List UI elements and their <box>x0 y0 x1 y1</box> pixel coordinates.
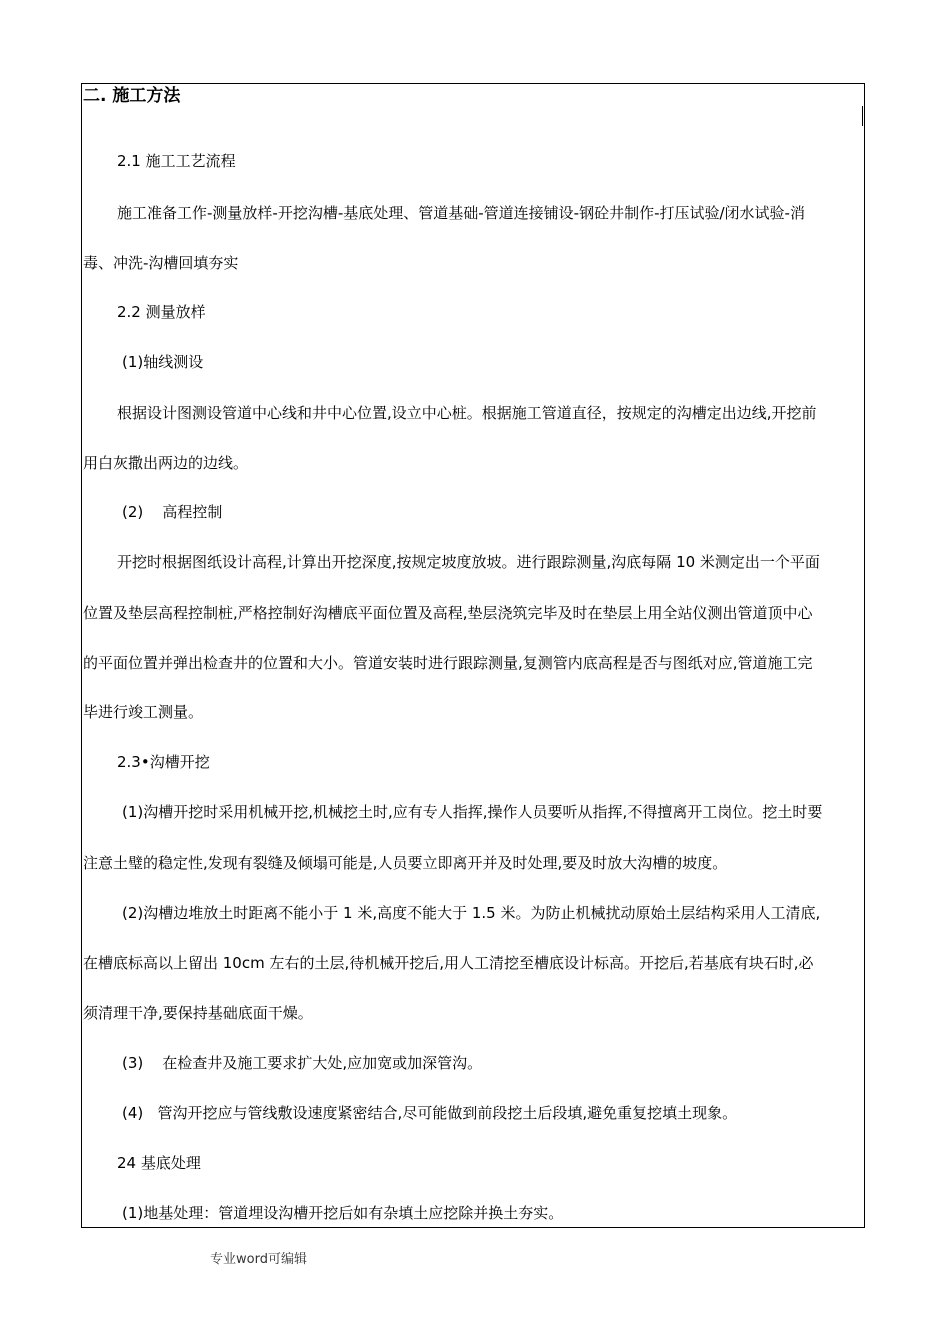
paragraph-line: 施工准备工作-测量放样-开挖沟槽-基底处理、管道基础-管道连接铺设-钢砼井制作-打压试验/闭水试验-消 <box>117 204 805 222</box>
list-item-heading: (1)轴线测设 <box>122 353 204 371</box>
paragraph-line: (2)沟槽边堆放土时距离不能小于 1 米,高度不能大于 1.5 米。为防止机械扰动原始土层结构采用人工清底, <box>122 904 821 922</box>
paragraph-line: 在槽底标高以上留出 10cm 左右的土层,待机械开挖后,用人工清挖至槽底设计标高。开挖后,若基底有块石时,必 <box>83 954 814 972</box>
paragraph-line: 须清理干净,要保持基础底面干燥。 <box>83 1004 313 1022</box>
subsection-heading: 24 基底处理 <box>117 1154 201 1172</box>
frame-tick-mark <box>862 106 863 126</box>
list-item: (3) 在检查井及施工要求扩大处,应加宽或加深管沟。 <box>122 1054 483 1072</box>
paragraph-line: 用白灰撒出两边的边线。 <box>83 454 249 472</box>
paragraph-line: 开挖时根据图纸设计高程,计算出开挖深度,按规定坡度放坡。进行跟踪测量,沟底每隔 10 米测定出一个平面 <box>117 553 820 571</box>
list-item: (4) 管沟开挖应与管线敷设速度紧密结合,尽可能做到前段挖土后段填,避免重复挖填土现象。 <box>122 1104 738 1122</box>
paragraph-line: 根据设计图测设管道中心线和井中心位置,设立中心桩。根据施工管道直径，按规定的沟槽定出边线,开挖前 <box>117 404 817 422</box>
paragraph-line: 的平面位置并弹出检查井的位置和大小。管道安装时进行跟踪测量,复测管内底高程是否与图纸对应,管道施工完 <box>83 654 813 672</box>
paragraph-line: 位置及垫层高程控制桩,严格控制好沟槽底平面位置及高程,垫层浇筑完毕及时在垫层上用全站仪测出管道顶中心 <box>83 604 813 622</box>
subsection-heading: 2.1 施工工艺流程 <box>117 152 236 170</box>
paragraph-line: 毒、冲洗-沟槽回填夯实 <box>83 254 239 272</box>
paragraph-line: (1)沟槽开挖时采用机械开挖,机械挖土时,应有专人指挥,操作人员要听从指挥,不得擅离开工岗位。挖土时要 <box>122 803 823 821</box>
subsection-heading: 2.2 测量放样 <box>117 303 206 321</box>
paragraph-line: 毕进行竣工测量。 <box>83 703 204 721</box>
section-title: 二. 施工方法 <box>83 86 181 106</box>
list-item: (1)地基处理：管道埋设沟槽开挖后如有杂填土应挖除并换土夯实。 <box>122 1204 564 1222</box>
subsection-heading: 2.3•沟槽开挖 <box>117 753 210 771</box>
list-item-heading: (2) 高程控制 <box>122 503 223 521</box>
paragraph-line: 注意土璧的稳定性,发现有裂缝及倾塌可能是,人员要立即离开并及时处理,要及时放大沟槽的坡度。 <box>83 854 728 872</box>
footer-note: 专业word可编辑 <box>210 1252 307 1267</box>
